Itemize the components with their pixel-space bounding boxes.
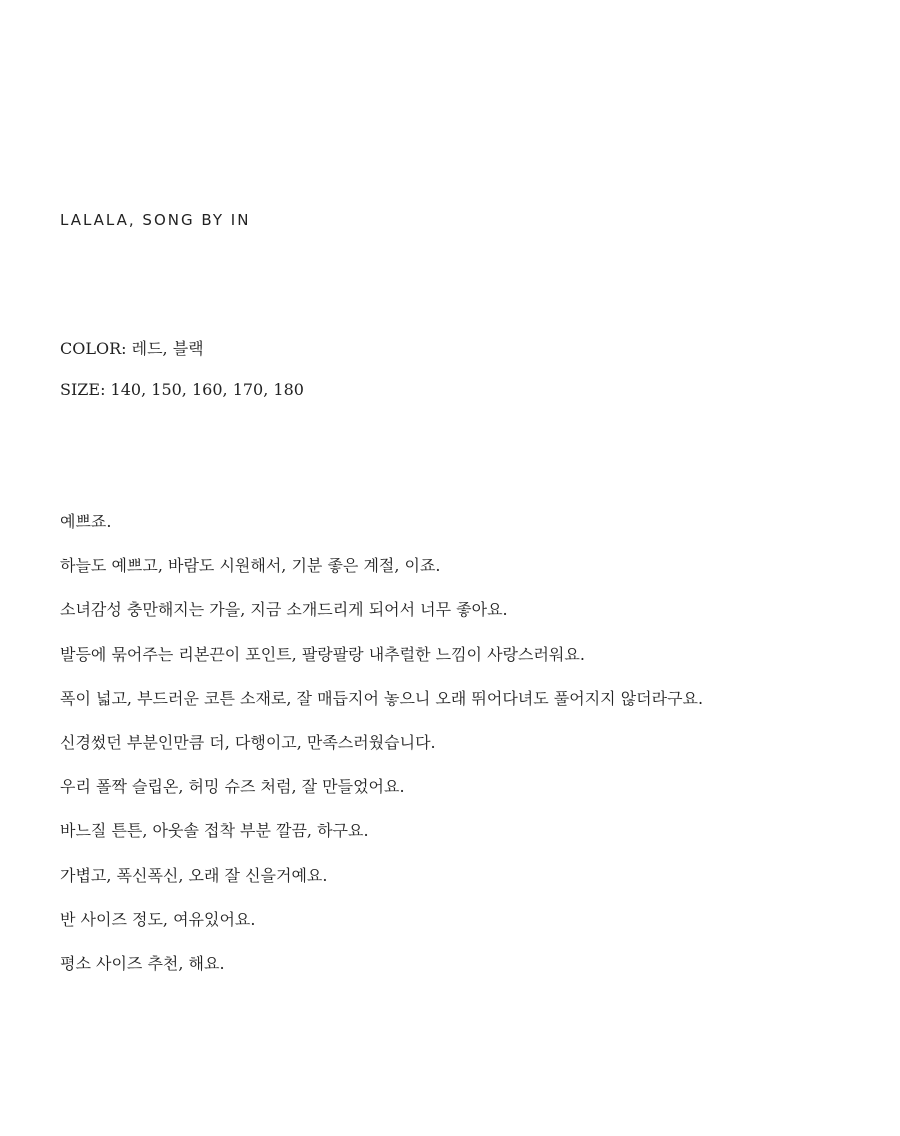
description-line: 우리 폴짝 슬립온, 허밍 슈즈 처럼, 잘 만들었어요. xyxy=(60,777,405,797)
description-line: 하늘도 예쁘고, 바람도 시원해서, 기분 좋은 계절, 이죠. xyxy=(60,556,441,576)
description-line: 예쁘죠. xyxy=(60,512,112,531)
description-line: 신경썼던 부분인만큼 더, 다행이고, 만족스러웠습니다. xyxy=(60,732,436,752)
description-line: 반 사이즈 정도, 여유있어요. xyxy=(60,909,256,929)
description-line: 발등에 묶어주는 리본끈이 포인트, 팔랑팔랑 내추럴한 느낌이 사랑스러워요. xyxy=(60,644,585,664)
description-line: 소녀감성 충만해지는 가을, 지금 소개드리게 되어서 너무 좋아요. xyxy=(60,600,508,620)
description-text xyxy=(60,510,703,996)
product-title: LALALA, SONG BY IN xyxy=(60,211,251,229)
description-line: 폭이 넓고, 부드러운 코튼 소재로, 잘 매듭지어 놓으니 오래 뛰어다녀도 풀어지지 않더라구요. xyxy=(60,688,704,708)
description-line: 평소 사이즈 추천, 해요. xyxy=(60,953,225,973)
size-spec: SIZE: 140, 150, 160, 170, 180 xyxy=(60,380,304,399)
description-line: 가볍고, 폭신폭신, 오래 잘 신을거예요. xyxy=(60,865,328,885)
color-spec: COLOR: 레드, 블랙 xyxy=(60,339,204,358)
description-line: 바느질 튼튼, 아웃솔 접착 부분 깔끔, 하구요. xyxy=(60,821,369,841)
